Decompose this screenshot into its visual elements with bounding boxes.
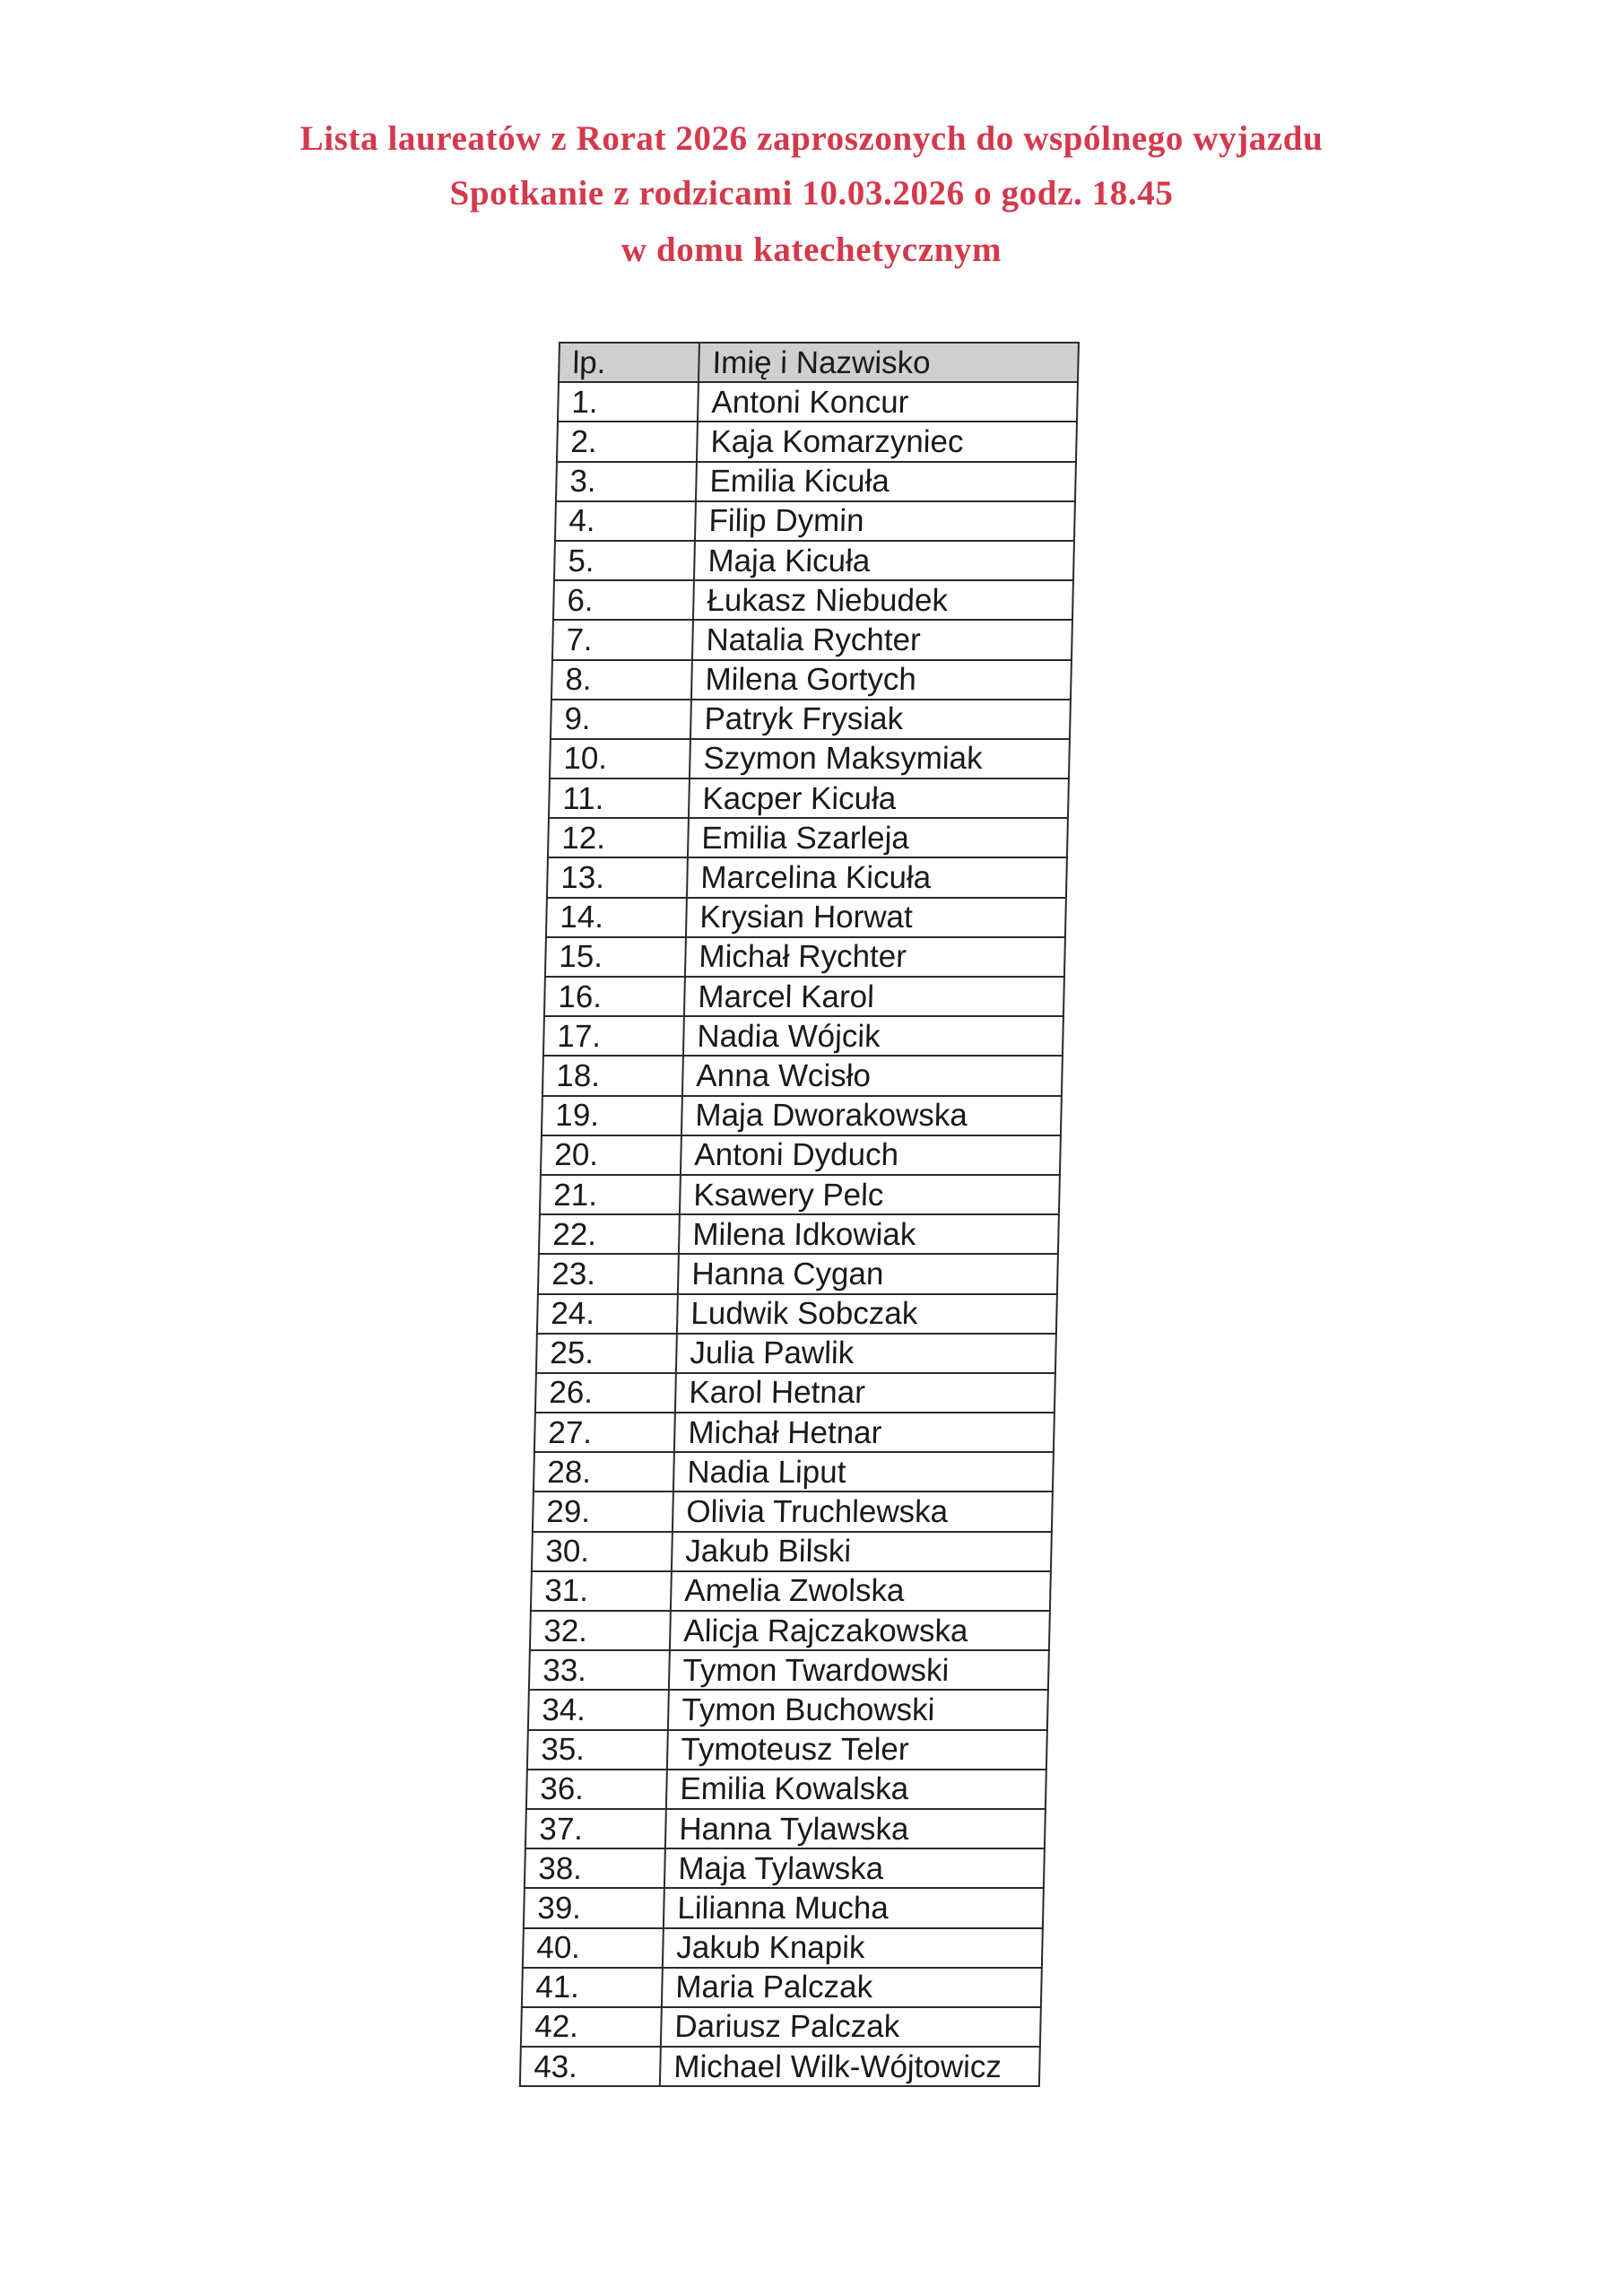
row-number: 42.	[521, 2007, 662, 2047]
person-name: Ludwik Sobczak	[677, 1294, 1057, 1334]
table-row	[527, 1730, 1047, 1770]
row-number: 23.	[538, 1254, 679, 1293]
table-row	[555, 501, 1075, 541]
person-name: Michael Wilk-Wójtowicz	[660, 2047, 1040, 2086]
row-number: 9.	[551, 700, 691, 739]
column-header-name: Imię i Nazwisko	[699, 343, 1079, 382]
row-number: 22.	[539, 1214, 680, 1254]
table-row	[554, 541, 1074, 580]
row-number: 35.	[527, 1730, 668, 1770]
table-row	[544, 977, 1064, 1016]
person-name: Łukasz Niebudek	[693, 580, 1073, 620]
table-row	[548, 818, 1068, 857]
row-number: 5.	[554, 541, 695, 580]
table-row	[545, 937, 1065, 977]
row-number: 26.	[535, 1373, 676, 1413]
person-name: Nadia Liput	[673, 1452, 1054, 1492]
row-number: 24.	[537, 1294, 678, 1334]
table-row	[520, 2047, 1040, 2086]
person-name: Antoni Dyduch	[681, 1135, 1061, 1175]
table-row	[525, 1848, 1045, 1888]
table-row	[529, 1650, 1049, 1690]
row-number: 16.	[544, 977, 685, 1016]
row-number: 8.	[551, 660, 692, 700]
table-row	[541, 1135, 1061, 1175]
person-name: Maja Kicuła	[694, 541, 1074, 580]
row-number: 2.	[557, 422, 698, 461]
person-name: Tymoteusz Teler	[667, 1730, 1047, 1770]
row-number: 15.	[545, 937, 686, 977]
row-number: 18.	[542, 1056, 683, 1095]
table-row	[525, 1809, 1046, 1848]
person-name: Antoni Koncur	[698, 382, 1078, 422]
table-row	[550, 739, 1070, 778]
person-name: Emilia Szarleja	[688, 818, 1068, 857]
person-name: Julia Pawlik	[676, 1334, 1056, 1373]
row-number: 10.	[550, 739, 690, 778]
person-name: Amelia Zwolska	[671, 1571, 1051, 1611]
row-number: 30.	[532, 1532, 673, 1571]
person-name: Natalia Rychter	[692, 620, 1072, 659]
table-row	[521, 2007, 1041, 2047]
person-name: Michał Rychter	[685, 937, 1065, 977]
table-row	[524, 1888, 1044, 1927]
row-number: 37.	[525, 1809, 666, 1848]
person-name: Nadia Wójcik	[683, 1016, 1063, 1056]
person-name: Filip Dymin	[695, 501, 1075, 541]
table-row	[537, 1294, 1057, 1334]
person-name: Marcel Karol	[684, 977, 1064, 1016]
table-row	[538, 1254, 1058, 1293]
person-name: Milena Gortych	[691, 660, 1072, 700]
table-row	[526, 1770, 1046, 1809]
person-name: Kacper Kicuła	[689, 778, 1069, 818]
person-name: Maja Dworakowska	[681, 1096, 1062, 1135]
row-number: 13.	[547, 857, 688, 897]
table-row	[534, 1452, 1054, 1492]
row-number: 31.	[531, 1571, 672, 1611]
person-name: Lilianna Mucha	[664, 1888, 1044, 1927]
row-number: 7.	[552, 620, 693, 659]
table-row	[551, 660, 1072, 700]
person-name: Jakub Knapik	[663, 1928, 1043, 1968]
table-row	[540, 1175, 1060, 1214]
table-row	[528, 1690, 1048, 1729]
table-body	[520, 382, 1078, 2086]
row-number: 43.	[520, 2047, 661, 2086]
row-number: 40.	[523, 1928, 664, 1968]
person-name: Olivia Truchlewska	[673, 1492, 1053, 1531]
person-name: Anna Wcisło	[682, 1056, 1063, 1095]
table-row	[546, 898, 1066, 937]
column-header-lp: lp.	[559, 343, 699, 382]
person-name: Hanna Cygan	[678, 1254, 1058, 1293]
person-name: Szymon Maksymiak	[690, 739, 1070, 778]
person-name: Maria Palczak	[662, 1968, 1042, 2007]
row-number: 27.	[534, 1413, 675, 1452]
table-row	[553, 580, 1073, 620]
row-number: 34.	[528, 1690, 669, 1729]
row-number: 6.	[553, 580, 694, 620]
row-number: 20.	[541, 1135, 681, 1175]
table-row	[539, 1214, 1059, 1254]
table-row	[533, 1492, 1053, 1531]
table-header-row	[559, 343, 1079, 382]
table-row	[556, 462, 1076, 501]
person-name: Kaja Komarzyniec	[697, 422, 1077, 461]
row-number: 33.	[529, 1650, 670, 1690]
person-name: Emilia Kicuła	[696, 462, 1076, 501]
table-row	[530, 1611, 1050, 1650]
table-row	[542, 1096, 1062, 1135]
table-row	[552, 620, 1072, 659]
row-number: 41.	[522, 1968, 663, 2007]
row-number: 25.	[536, 1334, 677, 1373]
table-row	[543, 1016, 1063, 1056]
person-name: Tymon Twardowski	[669, 1650, 1049, 1690]
row-number: 14.	[546, 898, 687, 937]
row-number: 1.	[558, 382, 699, 422]
row-number: 11.	[549, 778, 690, 818]
row-number: 28.	[534, 1452, 674, 1492]
row-number: 19.	[542, 1096, 682, 1135]
row-number: 29.	[533, 1492, 673, 1531]
table-row	[558, 382, 1078, 422]
row-number: 17.	[543, 1016, 684, 1056]
row-number: 12.	[548, 818, 689, 857]
person-name: Maja Tylawska	[664, 1848, 1045, 1888]
person-name: Dariusz Palczak	[661, 2007, 1041, 2047]
person-name: Alicja Rajczakowska	[670, 1611, 1050, 1650]
table-row	[522, 1968, 1042, 2007]
person-name: Patryk Frysiak	[690, 700, 1071, 739]
table-row	[532, 1532, 1052, 1571]
person-name: Karol Hetnar	[675, 1373, 1055, 1413]
person-name: Emilia Kowalska	[666, 1770, 1046, 1809]
table-row	[535, 1373, 1055, 1413]
row-number: 32.	[530, 1611, 671, 1650]
person-name: Hanna Tylawska	[665, 1809, 1046, 1848]
table-row	[536, 1334, 1056, 1373]
person-name: Milena Idkowiak	[679, 1214, 1059, 1254]
person-name: Tymon Buchowski	[668, 1690, 1048, 1729]
title-line-1: Lista laureatów z Rorat 2026 zaproszonych do wspólnego wyjazdu	[299, 119, 1324, 158]
table-row	[534, 1413, 1055, 1452]
row-number: 36.	[526, 1770, 667, 1809]
table-row	[557, 422, 1077, 461]
person-name: Marcelina Kicuła	[687, 857, 1067, 897]
table-row	[542, 1056, 1063, 1095]
person-name: Krysian Horwat	[686, 898, 1066, 937]
person-name: Michał Hetnar	[674, 1413, 1055, 1452]
table-row	[523, 1928, 1043, 1968]
row-number: 4.	[555, 501, 696, 541]
table-row	[551, 700, 1071, 739]
laureates-table	[519, 342, 1080, 2087]
table-row	[531, 1571, 1051, 1611]
table-row	[547, 857, 1067, 897]
row-number: 3.	[556, 462, 697, 501]
person-name: Jakub Bilski	[672, 1532, 1052, 1571]
row-number: 21.	[540, 1175, 681, 1214]
table-row	[549, 778, 1069, 818]
location-line: w domu katechetycznym	[621, 230, 1002, 269]
meeting-info-line: Spotkanie z rodzicami 10.03.2026 o godz. 18.45	[449, 174, 1174, 213]
person-name: Ksawery Pelc	[680, 1175, 1060, 1214]
row-number: 38.	[525, 1848, 665, 1888]
row-number: 39.	[524, 1888, 664, 1927]
